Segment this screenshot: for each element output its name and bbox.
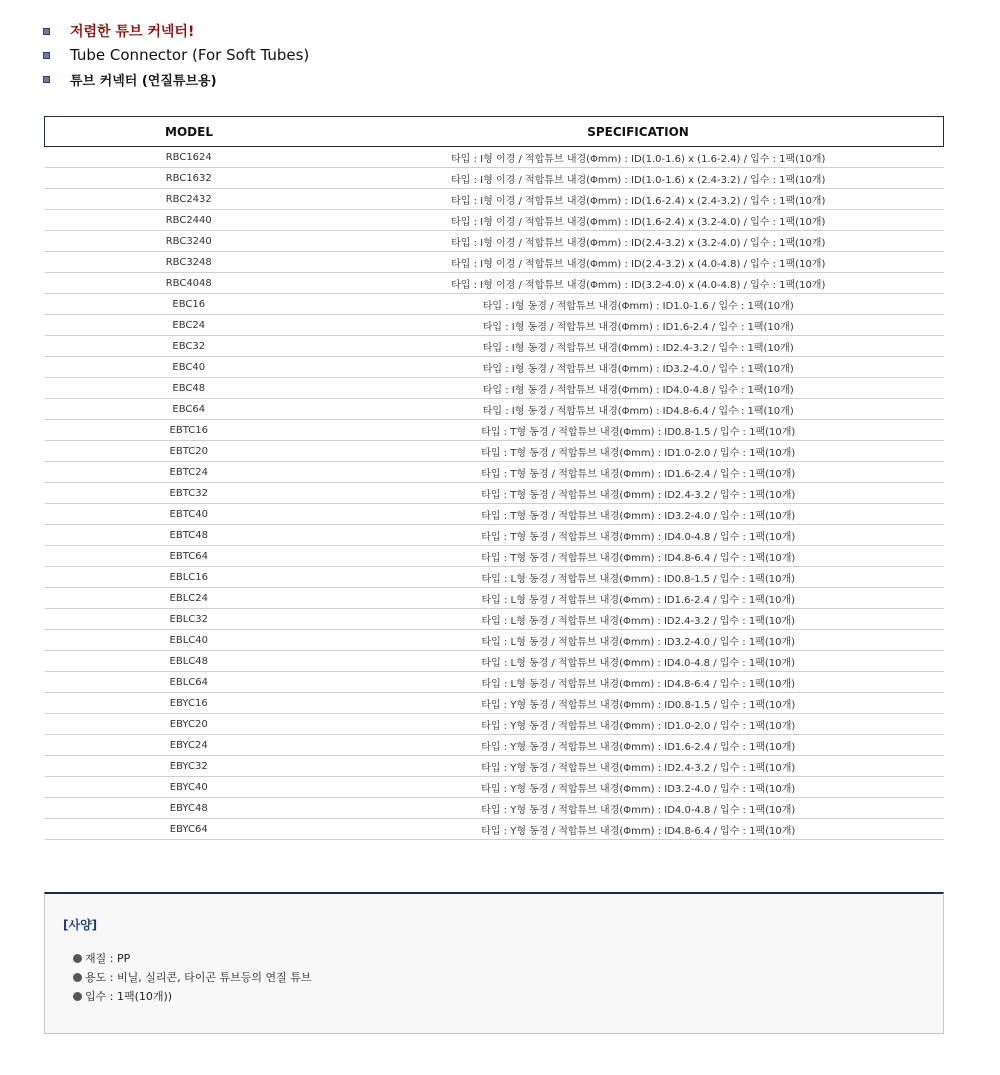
table-row <box>45 231 944 252</box>
specification-cell: 타입 : Y형 동경 / 적합튜브 내경(Φmm) : ID4.0-4.8 / 입수 : 1팩(10개) <box>333 798 944 819</box>
model-cell: EBTC40 <box>45 504 334 525</box>
table-row <box>45 483 944 504</box>
specification-cell: 타입 : L형 동경 / 적합튜브 내경(Φmm) : ID4.0-4.8 / 입수 : 1팩(10개) <box>333 651 944 672</box>
specification-cell: 타입 : L형 동경 / 적합튜브 내경(Φmm) : ID0.8-1.5 / 입수 : 1팩(10개) <box>333 567 944 588</box>
model-cell: EBLC40 <box>45 630 334 651</box>
model-cell: RBC2440 <box>45 210 334 231</box>
table-row <box>45 819 944 840</box>
model-cell: EBLC32 <box>45 609 334 630</box>
specification-cell: 타입 : I형 동경 / 적합튜브 내경(Φmm) : ID1.0-1.6 / 입수 : 1팩(10개) <box>333 294 944 315</box>
table-row <box>45 546 944 567</box>
round-bullet-icon <box>73 973 82 982</box>
table-row <box>45 273 944 294</box>
headline-text: Tube Connector (For Soft Tubes) <box>70 46 310 64</box>
specification-cell: 타입 : I형 동경 / 적합튜브 내경(Φmm) : ID4.8-6.4 / 입수 : 1팩(10개) <box>333 399 944 420</box>
specification-cell: 타입 : L형 동경 / 적합튜브 내경(Φmm) : ID1.6-2.4 / 입수 : 1팩(10개) <box>333 588 944 609</box>
model-cell: EBLC24 <box>45 588 334 609</box>
model-cell: EBC32 <box>45 336 334 357</box>
specification-cell: 타입 : Y형 동경 / 적합튜브 내경(Φmm) : ID2.4-3.2 / 입수 : 1팩(10개) <box>333 756 944 777</box>
specification-cell: 타입 : I형 이경 / 적합튜브 내경(Φmm) : ID(2.4-3.2) x (3.2-4.0) / 입수 : 1팩(10개) <box>333 231 944 252</box>
table-row <box>45 294 944 315</box>
table-row <box>45 252 944 273</box>
specification-cell: 타입 : T형 동경 / 적합튜브 내경(Φmm) : ID4.8-6.4 / 입수 : 1팩(10개) <box>333 546 944 567</box>
table-row <box>45 210 944 231</box>
model-cell: EBTC32 <box>45 483 334 504</box>
specification-cell: 타입 : Y형 동경 / 적합튜브 내경(Φmm) : ID0.8-1.5 / 입수 : 1팩(10개) <box>333 693 944 714</box>
table-row <box>45 168 944 189</box>
square-bullet-icon <box>43 28 50 35</box>
model-cell: RBC3240 <box>45 231 334 252</box>
model-cell: EBTC16 <box>45 420 334 441</box>
table-row <box>45 609 944 630</box>
model-cell: EBYC24 <box>45 735 334 756</box>
specification-cell: 타입 : Y형 동경 / 적합튜브 내경(Φmm) : ID4.8-6.4 / 입수 : 1팩(10개) <box>333 819 944 840</box>
table-row <box>45 714 944 735</box>
model-cell: RBC3248 <box>45 252 334 273</box>
specification-cell: 타입 : L형 동경 / 적합튜브 내경(Φmm) : ID4.8-6.4 / 입수 : 1팩(10개) <box>333 672 944 693</box>
model-cell: EBLC48 <box>45 651 334 672</box>
specification-cell: 타입 : T형 동경 / 적합튜브 내경(Φmm) : ID2.4-3.2 / 입수 : 1팩(10개) <box>333 483 944 504</box>
specification-cell: 타입 : I형 이경 / 적합튜브 내경(Φmm) : ID(1.0-1.6) x (2.4-3.2) / 입수 : 1팩(10개) <box>333 168 944 189</box>
table-row <box>45 189 944 210</box>
table-row <box>45 777 944 798</box>
table-row <box>45 378 944 399</box>
specification-cell: 타입 : I형 동경 / 적합튜브 내경(Φmm) : ID4.0-4.8 / 입수 : 1팩(10개) <box>333 378 944 399</box>
model-cell: EBTC48 <box>45 525 334 546</box>
spec-item-usage <box>73 969 311 985</box>
table-row <box>45 525 944 546</box>
specification-cell: 타입 : I형 이경 / 적합튜브 내경(Φmm) : ID(2.4-3.2) x (4.0-4.8) / 입수 : 1팩(10개) <box>333 252 944 273</box>
model-cell: RBC2432 <box>45 189 334 210</box>
spec-summary-title: [사양] <box>63 918 98 932</box>
table-row <box>45 630 944 651</box>
headline-cheap-connector <box>43 20 194 42</box>
specification-cell: 타입 : Y형 동경 / 적합튜브 내경(Φmm) : ID1.6-2.4 / 입수 : 1팩(10개) <box>333 735 944 756</box>
model-cell: EBLC16 <box>45 567 334 588</box>
model-cell: EBYC40 <box>45 777 334 798</box>
model-cell: RBC1632 <box>45 168 334 189</box>
specification-cell: 타입 : I형 동경 / 적합튜브 내경(Φmm) : ID2.4-3.2 / 입수 : 1팩(10개) <box>333 336 944 357</box>
model-cell: EBC48 <box>45 378 334 399</box>
spec-summary-box <box>44 892 944 1034</box>
table-row <box>45 336 944 357</box>
spec-item-quantity <box>73 988 172 1004</box>
table-row <box>45 147 944 168</box>
table-row <box>45 672 944 693</box>
specification-cell: 타입 : I형 이경 / 적합튜브 내경(Φmm) : ID(3.2-4.0) x (4.0-4.8) / 입수 : 1팩(10개) <box>333 273 944 294</box>
model-cell: RBC1624 <box>45 147 334 168</box>
model-cell: EBYC32 <box>45 756 334 777</box>
headline-text: 튜브 커넥터 (연질튜브용) <box>70 73 217 89</box>
model-cell: RBC4048 <box>45 273 334 294</box>
headline-text: 저렴한 튜브 커넥터! <box>70 24 195 40</box>
table-row <box>45 588 944 609</box>
spec-item-text: 용도 : 비닐, 실리콘, 타이곤 튜브등의 연질 튜브 <box>85 971 312 984</box>
table-row <box>45 756 944 777</box>
specification-cell: 타입 : L형 동경 / 적합튜브 내경(Φmm) : ID2.4-3.2 / 입수 : 1팩(10개) <box>333 609 944 630</box>
specification-column-header: SPECIFICATION <box>333 117 944 147</box>
model-cell: EBTC24 <box>45 462 334 483</box>
model-cell: EBYC48 <box>45 798 334 819</box>
specification-cell: 타입 : T형 동경 / 적합튜브 내경(Φmm) : ID4.0-4.8 / 입수 : 1팩(10개) <box>333 525 944 546</box>
specification-cell: 타입 : I형 동경 / 적합튜브 내경(Φmm) : ID1.6-2.4 / 입수 : 1팩(10개) <box>333 315 944 336</box>
table-row <box>45 357 944 378</box>
table-header-row <box>45 117 944 147</box>
table-row <box>45 504 944 525</box>
table-row <box>45 315 944 336</box>
model-cell: EBTC64 <box>45 546 334 567</box>
table-row <box>45 798 944 819</box>
model-cell: EBLC64 <box>45 672 334 693</box>
specification-cell: 타입 : I형 동경 / 적합튜브 내경(Φmm) : ID3.2-4.0 / 입수 : 1팩(10개) <box>333 357 944 378</box>
square-bullet-icon <box>43 76 50 83</box>
headline-english-title <box>43 44 309 66</box>
specification-cell: 타입 : T형 동경 / 적합튜브 내경(Φmm) : ID1.6-2.4 / 입수 : 1팩(10개) <box>333 462 944 483</box>
table-row <box>45 567 944 588</box>
table-row <box>45 693 944 714</box>
table-row <box>45 462 944 483</box>
specification-cell: 타입 : I형 이경 / 적합튜브 내경(Φmm) : ID(1.0-1.6) x (1.6-2.4) / 입수 : 1팩(10개) <box>333 147 944 168</box>
round-bullet-icon <box>73 954 82 963</box>
headline-korean-title <box>43 68 217 90</box>
spec-item-text: 재질 : PP <box>85 952 131 965</box>
specification-table <box>44 116 944 840</box>
table-row <box>45 651 944 672</box>
specification-cell: 타입 : I형 이경 / 적합튜브 내경(Φmm) : ID(1.6-2.4) x (3.2-4.0) / 입수 : 1팩(10개) <box>333 210 944 231</box>
square-bullet-icon <box>43 52 50 59</box>
specification-cell: 타입 : Y형 동경 / 적합튜브 내경(Φmm) : ID1.0-2.0 / 입수 : 1팩(10개) <box>333 714 944 735</box>
model-cell: EBC64 <box>45 399 334 420</box>
model-cell: EBYC16 <box>45 693 334 714</box>
specification-cell: 타입 : T형 동경 / 적합튜브 내경(Φmm) : ID1.0-2.0 / 입수 : 1팩(10개) <box>333 441 944 462</box>
model-cell: EBC24 <box>45 315 334 336</box>
specification-cell: 타입 : T형 동경 / 적합튜브 내경(Φmm) : ID0.8-1.5 / 입수 : 1팩(10개) <box>333 420 944 441</box>
table-row <box>45 735 944 756</box>
model-cell: EBYC20 <box>45 714 334 735</box>
specification-cell: 타입 : Y형 동경 / 적합튜브 내경(Φmm) : ID3.2-4.0 / 입수 : 1팩(10개) <box>333 777 944 798</box>
specification-cell: 타입 : T형 동경 / 적합튜브 내경(Φmm) : ID3.2-4.0 / 입수 : 1팩(10개) <box>333 504 944 525</box>
round-bullet-icon <box>73 992 82 1001</box>
spec-item-text: 입수 : 1팩(10개)) <box>85 990 173 1003</box>
table-row <box>45 399 944 420</box>
model-cell: EBYC64 <box>45 819 334 840</box>
spec-item-material <box>73 950 130 966</box>
table-row <box>45 420 944 441</box>
model-cell: EBTC20 <box>45 441 334 462</box>
model-column-header: MODEL <box>45 117 334 147</box>
specification-cell: 타입 : I형 이경 / 적합튜브 내경(Φmm) : ID(1.6-2.4) x (2.4-3.2) / 입수 : 1팩(10개) <box>333 189 944 210</box>
table-row <box>45 441 944 462</box>
specification-cell: 타입 : L형 동경 / 적합튜브 내경(Φmm) : ID3.2-4.0 / 입수 : 1팩(10개) <box>333 630 944 651</box>
model-cell: EBC16 <box>45 294 334 315</box>
model-cell: EBC40 <box>45 357 334 378</box>
table-body <box>45 147 944 840</box>
